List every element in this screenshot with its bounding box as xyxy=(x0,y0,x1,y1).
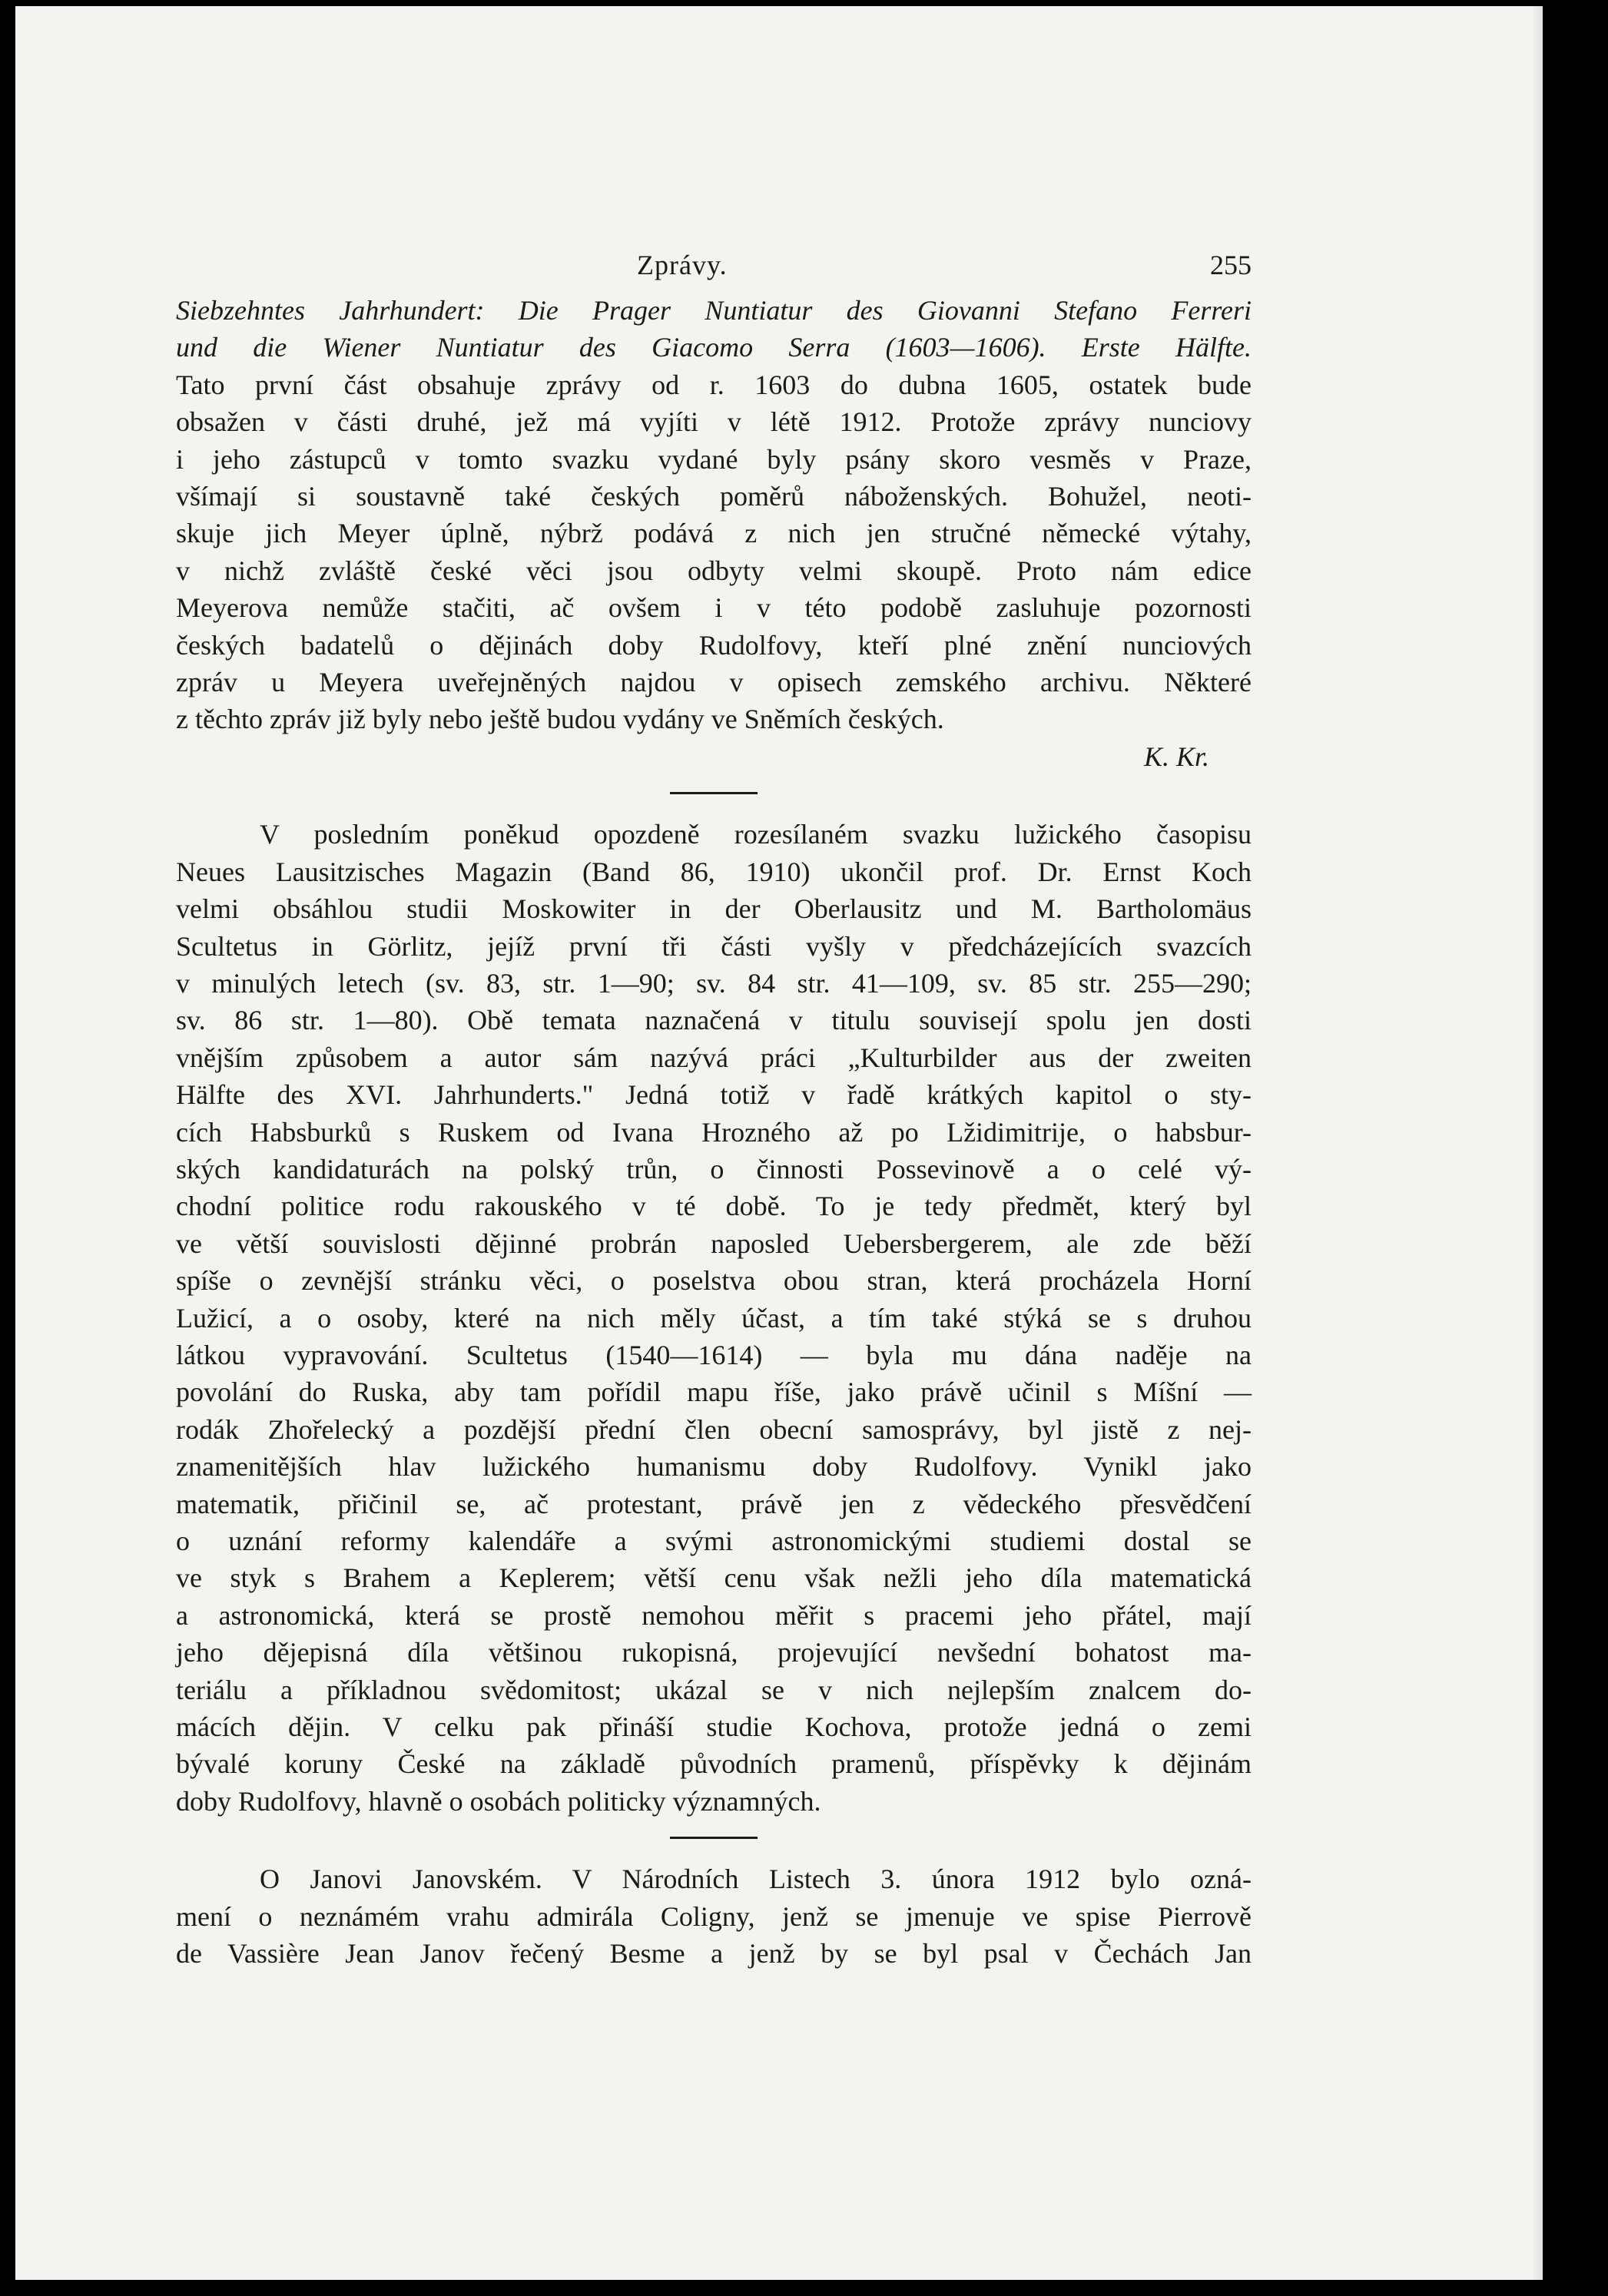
article-2-line: cích Habsburků s Ruskem od Ivana Hrozného až po Lžidimitrije, o habsbur- xyxy=(176,1116,1252,1148)
article-1-line: českých badatelů o dějinách doby Rudolfovy, kteří plné znění nunciových xyxy=(176,629,1252,661)
article-2-line: znamenitějších hlav lužického humanismu doby Rudolfovy. Vynikl jako xyxy=(176,1451,1252,1483)
page-number: 255 xyxy=(1210,250,1252,280)
section-divider xyxy=(670,1837,758,1839)
article-1-line: všímají si soustavně také českých poměrů náboženských. Bohužel, neoti- xyxy=(176,481,1252,512)
article-3-paragraph xyxy=(176,1860,1252,1972)
article-2-line: bývalé koruny České na základě původních pramenů, příspěvky k dějinám xyxy=(176,1748,1252,1780)
article-2-line: matematik, přičinil se, ač protestant, právě jen z vědeckého přesvědčení xyxy=(176,1488,1252,1519)
article-2-line: velmi obsáhlou studii Moskowiter in der Oberlausitz und M. Bartholomäus xyxy=(176,893,1252,925)
article-1-line: v nichž zvláště české věci jsou odbyty velmi skoupě. Proto nám edice xyxy=(176,555,1252,586)
article-2-line: Neues Lausitzisches Magazin (Band 86, 1910) ukončil prof. Dr. Ernst Koch xyxy=(176,856,1252,887)
article-2-line: ve větší souvislosti dějinné probrán naposled Uebersbergerem, ale zde běží xyxy=(176,1228,1252,1259)
article-2-line: Lužicí, a o osoby, které na nich měly účast, a tím také stýká se s druhou xyxy=(176,1302,1252,1334)
article-2-line: sv. 86 str. 1—80). Obě temata naznačená v titulu souvisejí spolu jen dosti xyxy=(176,1005,1252,1036)
article-2-line: v minulých letech (sv. 83, str. 1—90; sv. 84 str. 41—109, sv. 85 str. 255—290; xyxy=(176,967,1252,999)
article-2-line: vnějším způsobem a autor sám nazývá práci „Kulturbilder aus der zweiten xyxy=(176,1042,1252,1073)
book-page xyxy=(15,6,1543,2280)
article-1-line: skuje jich Meyer úplně, nýbrž podává z nich jen stručné německé výtahy, xyxy=(176,518,1252,549)
text-block xyxy=(176,237,1252,1972)
article-3-line: O Janovi Janovském. V Národních Listech 3. února 1912 bylo ozná- xyxy=(260,1864,1252,1895)
running-head: Zprávy. xyxy=(637,250,728,280)
article-2-line: jeho dějepisná díla většinou rukopisná, projevující nevšední bohatost ma- xyxy=(176,1637,1252,1668)
article-1-line: Meyerova nemůže stačiti, ač ovšem i v této podobě zasluhuje pozornosti xyxy=(176,592,1252,624)
article-1-line: Tato první část obsahuje zprávy od r. 1603 do dubna 1605, ostatek bude xyxy=(176,369,1252,400)
article-1-paragraph xyxy=(176,292,1252,738)
article-1-line: i jeho zástupců v tomto svazku vydané byly psány skoro vesměs v Praze, xyxy=(176,443,1252,475)
article-2-line: doby Rudolfovy, hlavně o osobách politicky významných. xyxy=(176,1785,821,1817)
article-2-line: rodák Zhořelecký a pozdější přední člen obecní samosprávy, byl jistě z nej- xyxy=(176,1413,1252,1445)
article-2-line: o uznání reformy kalendáře a svými astronomickými studiemi dostal se xyxy=(176,1526,1252,1556)
article-2-line: Scultetus in Görlitz, jejíž první tři části vyšly v předcházejících svazcích xyxy=(176,930,1252,962)
article-2-line: spíše o zevnější stránku věci, o poselstva obou stran, která procházela Horní xyxy=(176,1265,1252,1297)
article-3-line: mení o neznámém vrahu admirála Coligny, jenž se jmenuje ve spise Pierrově xyxy=(176,1900,1252,1932)
article-3-line: de Vassière Jean Janov řečený Besme a jenž by se byl psal v Čechách Jan xyxy=(176,1938,1252,1970)
article-2-line: chodní politice rodu rakouského v té době. To je tedy předmět, který byl xyxy=(176,1191,1252,1222)
article-2-line: V posledním poněkud opozdeně rozesílaném svazku lužického časopisu xyxy=(260,819,1252,850)
article-1-line: z těchto zpráv již byly nebo ještě budou vydány ve Sněmích českých. xyxy=(176,704,944,735)
section-divider xyxy=(670,792,758,794)
article-2-line: povolání do Ruska, aby tam pořídil mapu říše, jako právě učinil s Míšní — xyxy=(176,1377,1252,1408)
article-1-line: und die Wiener Nuntiatur des Giacomo Serra (1603—1606). Erste Hälfte. xyxy=(176,332,1252,363)
article-1-line: zpráv u Meyera uveřejněných najdou v opisech zemského archivu. Některé xyxy=(176,667,1252,698)
article-2-line: a astronomická, která se prostě nemohou měřit s pracemi jeho přátel, mají xyxy=(176,1599,1252,1631)
page-edge-shadow xyxy=(1532,6,1543,2280)
article-2-line: ve styk s Brahem a Keplerem; větší cenu však nežli jeho díla matematická xyxy=(176,1562,1252,1594)
article-2-line: ských kandidaturách na polský trůn, o činnosti Possevinově a o celé vý- xyxy=(176,1153,1252,1184)
article-2-line: látkou vypravování. Scultetus (1540—1614) — byla mu dána naděje na xyxy=(176,1339,1252,1370)
article-2-line: Hälfte des XVI. Jahrhunderts." Jedná totiž v řadě krátkých kapitol o sty- xyxy=(176,1079,1252,1111)
article-1-signature: K. Kr. xyxy=(1143,740,1209,772)
page-header xyxy=(176,237,1252,283)
article-2-paragraph xyxy=(176,816,1252,1820)
article-2-line: mácích dějin. V celku pak přináší studie Kochova, protože jedná o zemi xyxy=(176,1711,1252,1743)
article-2-line: teriálu a příkladnou svědomitost; ukázal se v nich nejlepším znalcem do- xyxy=(176,1674,1252,1705)
article-1-line: Siebzehntes Jahrhundert: Die Prager Nuntiatur des Giovanni Stefano Ferreri xyxy=(176,295,1252,326)
article-1-line: obsažen v části druhé, jež má vyjíti v létě 1912. Protože zprávy nunciovy xyxy=(176,406,1252,438)
